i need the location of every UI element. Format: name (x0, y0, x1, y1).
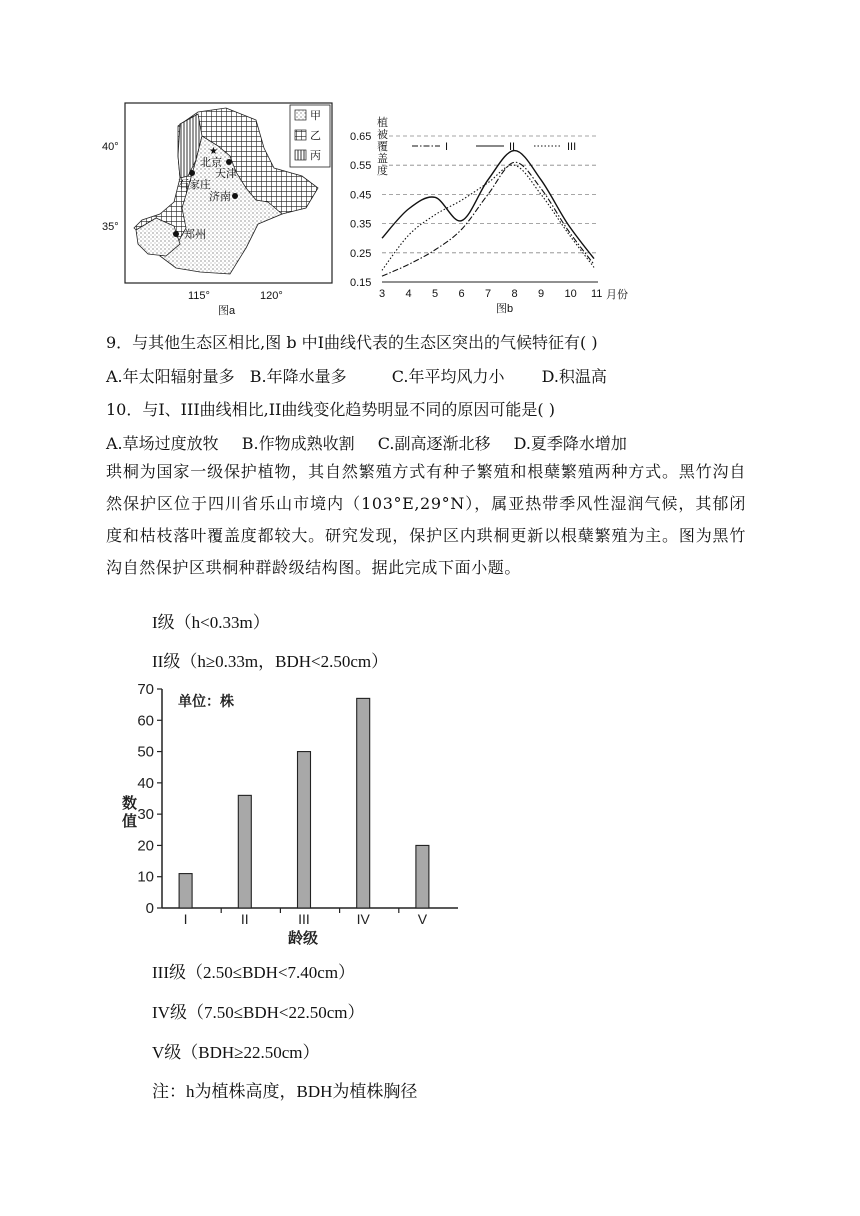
city-dot (173, 231, 179, 237)
bar-chart-ytick-label: 0 (145, 900, 154, 917)
bar-chart-xtick-label: V (417, 911, 428, 927)
chart-b-ytick-label: 0.35 (350, 218, 372, 231)
bar-chart-xtick-label: III (298, 911, 310, 927)
chart-b-legend-label-III: III (567, 141, 577, 153)
bar-chart-annotation: 单位：株 (178, 693, 234, 709)
chart-b-xtick-label: 6 (458, 288, 465, 300)
bar-V (416, 845, 429, 908)
chart-b-ylabel-char: 度 (377, 165, 388, 177)
bar-chart-yticks (137, 681, 162, 917)
chart-b-xtick-label: 11 (591, 288, 603, 300)
bar-chart-ylabel (122, 794, 137, 830)
passage-text: 珙桐为国家一级保护植物，其自然繁殖方式有种子繁殖和根蘖繁殖两种方式。黑竹沟自然保护区位于四川省乐山市境内（103°E,29°N），属亚热带季风性湿润气候，其郁闭度和枯枝落叶覆盖度都较大。研究发现，保护区内珙桐更新以根蘖繁殖为主。图为黑竹沟自然保护区珙桐种群龄级结构图。据此完成下面小题。 (106, 462, 746, 577)
city-label-jinan: 济南 (209, 191, 231, 203)
figure-b-line-chart (336, 106, 636, 316)
q10-option-a[interactable]: A.草场过度放牧 (106, 434, 219, 453)
legend-swatch-jia (295, 110, 306, 120)
lon-label-120: 120° (260, 290, 283, 302)
question-10: 10．与I、III曲线相比,II曲线变化趋势明显不同的原因可能是( ) (106, 400, 555, 419)
age-class-v: V级（BDH≥22.50cm） (152, 1043, 320, 1062)
chart-b-ytick-label: 0.55 (350, 160, 372, 173)
city-beijing-star: ★ (209, 146, 218, 157)
city-label-beijing: 北京 (200, 157, 222, 169)
legend-swatch-bing (295, 150, 306, 160)
bar-chart-xlabel: 龄级 (288, 930, 319, 947)
legend-swatch-yi (295, 130, 306, 140)
chart-b-ytick-label: 0.65 (350, 131, 372, 143)
chart-b-ylabel-char: 盖 (377, 153, 388, 165)
bar-chart-ytick-label: 30 (137, 806, 154, 824)
city-label-zhengzhou: 郑州 (184, 229, 206, 241)
q9-option-a[interactable]: A.年太阳辐射量多 (106, 367, 235, 386)
chart-b-yticks (350, 131, 371, 289)
chart-b-series-II-line (382, 151, 594, 259)
chart-b-grid (382, 136, 598, 282)
chart-b-xticks (379, 288, 602, 300)
figure-a-map (96, 96, 346, 326)
chart-b-xtick-label: 4 (405, 288, 412, 300)
chart-b-ytick-label: 0.25 (350, 247, 372, 260)
figure-a-caption: 图a (218, 305, 236, 317)
legend-label-jia: 甲 (310, 110, 321, 122)
bar-chart-ytick-label: 40 (137, 774, 154, 792)
chart-b-xtick-label: 9 (538, 288, 545, 300)
bar-III (298, 752, 311, 908)
bar-chart-bars (179, 698, 429, 908)
bar-I (179, 874, 192, 908)
bar-chart-xtick-label: IV (356, 911, 370, 927)
age-class-note: 注：h为植株高度，BDH为植株胸径 (152, 1082, 418, 1101)
chart-b-ylabel-char: 被 (377, 129, 388, 141)
bar-chart-ytick-label: 60 (137, 712, 154, 730)
city-dot (189, 170, 195, 176)
q9-option-c[interactable]: C.年平均风力小 (391, 367, 505, 386)
lat-label-35: 35° (102, 221, 119, 233)
chart-b-legend (412, 141, 576, 153)
chart-b-xtick-label: 8 (511, 288, 518, 300)
chart-b-xtick-label: 5 (432, 288, 439, 300)
bar-chart-xtick-label: I (183, 911, 188, 927)
bar-chart-ytick-label: 70 (137, 681, 154, 698)
chart-b-legend-label-I: I (445, 141, 449, 153)
city-label-shijiazhuang: 石家庄 (178, 179, 211, 191)
chart-b-xlabel: 月份 (606, 289, 628, 301)
bar-chart-ytick-label: 50 (137, 743, 154, 761)
q10-option-d[interactable]: D.夏季降水增加 (513, 434, 627, 453)
bar-chart-xticks (184, 908, 428, 927)
question-9-options (106, 364, 607, 387)
bar-IV (357, 698, 370, 908)
chart-b-ytick-label: 0.15 (350, 277, 372, 289)
question-9: 9．与其他生态区相比,图 b 中I曲线代表的生态区突出的气候特征有( ) (106, 333, 598, 352)
age-class-i: I级（h<0.33m） (152, 613, 270, 632)
legend-label-yi: 乙 (310, 130, 321, 142)
chart-b-ylabel-char: 覆 (377, 141, 388, 153)
bar-chart-ylabel-char: 数 (122, 795, 138, 812)
chart-b-ylabel-char: 植 (377, 117, 388, 129)
q10-option-b[interactable]: B.作物成熟收割 (241, 434, 355, 453)
chart-b-caption: 图b (496, 303, 514, 315)
age-class-iii: III级（2.50≤BDH<7.40cm） (152, 963, 356, 982)
bar-chart-ytick-label: 20 (137, 837, 154, 855)
chart-b-xtick-label: 10 (564, 288, 577, 300)
city-dot (226, 159, 232, 165)
question-10-options (106, 431, 627, 454)
chart-b-lines (382, 151, 594, 277)
chart-b-xtick-label: 7 (485, 288, 492, 300)
age-structure-bar-chart (106, 678, 476, 950)
legend-label-bing: 丙 (310, 150, 321, 162)
q10-option-c[interactable]: C.副高逐渐北移 (377, 434, 491, 453)
bar-chart-xtick-label: II (240, 911, 249, 927)
bar-chart-ylabel-char: 值 (122, 813, 138, 830)
q9-option-b[interactable]: B.年降水量多 (249, 367, 347, 386)
chart-b-ytick-label: 0.45 (350, 189, 372, 202)
chart-b-xtick-label: 3 (379, 288, 386, 300)
chart-b-ylabel (377, 115, 388, 177)
chart-b-legend-label-II: II (509, 141, 516, 153)
city-dot (232, 193, 238, 199)
bar-chart-ytick-label: 10 (137, 868, 154, 886)
lon-label-115: 115° (188, 290, 210, 302)
age-class-ii: II级（h≥0.33m，BDH<2.50cm） (152, 652, 389, 671)
q9-option-d[interactable]: D.积温高 (541, 367, 607, 386)
lat-label-40: 40° (102, 141, 119, 153)
city-label-tianjin: 天津 (215, 168, 237, 180)
age-class-iv: IV级（7.50≤BDH<22.50cm） (152, 1003, 365, 1022)
bar-II (238, 795, 251, 908)
